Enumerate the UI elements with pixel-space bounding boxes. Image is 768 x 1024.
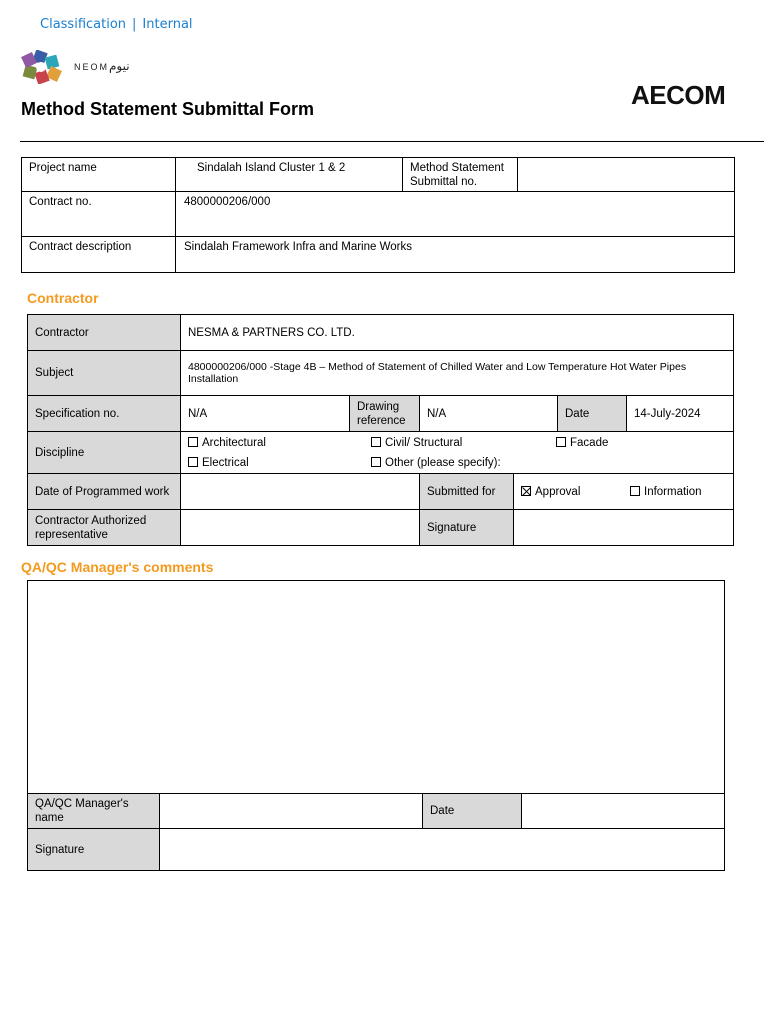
contract-no-label: Contract no. xyxy=(21,191,176,237)
contractor-section-heading: Contractor xyxy=(27,290,99,306)
contractor-signature-value[interactable] xyxy=(513,509,734,546)
qaqc-manager-name-label: QA/QC Manager's name xyxy=(27,793,160,829)
project-name-label: Project name xyxy=(21,157,176,192)
qaqc-date-value[interactable] xyxy=(521,793,725,829)
submitted-for-label: Submitted for xyxy=(419,473,514,510)
contractor-signature-label: Signature xyxy=(419,509,514,546)
contractor-value[interactable]: NESMA & PARTNERS CO. LTD. xyxy=(180,314,734,351)
specification-label: Specification no. xyxy=(27,395,181,432)
title-divider xyxy=(20,141,764,142)
subject-label: Subject xyxy=(27,350,181,396)
specification-value[interactable]: N/A xyxy=(180,395,350,432)
qaqc-manager-name-value[interactable] xyxy=(159,793,423,829)
programmed-work-label: Date of Programmed work xyxy=(27,473,181,510)
submittal-no-label: Method Statement Submittal no. xyxy=(402,157,518,192)
submitted-for-option-label: Approval xyxy=(535,486,581,498)
contractor-label: Contractor xyxy=(27,314,181,351)
drawing-reference-value[interactable]: N/A xyxy=(419,395,558,432)
checkbox-icon[interactable] xyxy=(630,486,640,496)
discipline-label: Discipline xyxy=(27,431,181,474)
authorized-representative-value[interactable] xyxy=(180,509,420,546)
checkbox-icon[interactable] xyxy=(371,437,381,447)
contract-no-value[interactable]: 4800000206/000 xyxy=(175,191,735,237)
date-label: Date xyxy=(557,395,627,432)
discipline-options xyxy=(180,431,734,474)
checkbox-icon[interactable] xyxy=(188,457,198,467)
subject-value[interactable]: 4800000206/000 -Stage 4B – Method of Statement of Chilled Water and Low Temperature Hot Water Pipes Installation xyxy=(180,350,734,396)
checkbox-icon[interactable] xyxy=(556,437,566,447)
page-title: Method Statement Submittal Form xyxy=(21,99,315,119)
classification-label: Classification xyxy=(40,17,127,32)
discipline-option-label: Architectural xyxy=(202,437,266,449)
checkbox-icon[interactable] xyxy=(188,437,198,447)
contract-description-value[interactable]: Sindalah Framework Infra and Marine Works xyxy=(175,236,735,273)
contract-description-label: Contract description xyxy=(21,236,176,273)
qaqc-section-heading: QA/QC Manager's comments xyxy=(21,559,214,575)
neom-logo-icon xyxy=(20,50,64,84)
discipline-option-facade[interactable] xyxy=(556,436,608,450)
discipline-option-label: Electrical xyxy=(202,457,249,469)
discipline-option-architectural[interactable] xyxy=(188,436,266,450)
date-value[interactable]: 14-July-2024 xyxy=(626,395,734,432)
project-name-value[interactable]: Sindalah Island Cluster 1 & 2 xyxy=(175,157,403,192)
submitted-for-option-label: Information xyxy=(644,486,702,498)
programmed-work-value[interactable] xyxy=(180,473,420,510)
submitted-for-information[interactable] xyxy=(630,485,702,499)
submitted-for-approval[interactable] xyxy=(521,485,580,499)
drawing-reference-label: Drawing reference xyxy=(349,395,420,432)
discipline-option-electrical[interactable] xyxy=(188,456,249,470)
neom-arabic-wordmark: نيوم xyxy=(109,59,130,73)
authorized-representative-label: Contractor Authorized representative xyxy=(27,509,181,546)
discipline-option-civil-structural[interactable] xyxy=(371,436,462,450)
discipline-option-label: Civil/ Structural xyxy=(385,437,463,449)
discipline-option-other[interactable] xyxy=(371,456,501,470)
discipline-option-label: Facade xyxy=(570,437,609,449)
submitted-for-options xyxy=(513,473,734,510)
qaqc-comments-box[interactable] xyxy=(27,580,725,794)
classification-value: Internal xyxy=(142,17,193,32)
neom-wordmark: NEOM xyxy=(74,62,109,72)
qaqc-signature-label: Signature xyxy=(27,828,160,871)
checked-checkbox-icon[interactable] xyxy=(521,486,531,496)
classification-banner: Classification | Internal xyxy=(40,17,193,32)
checkbox-icon[interactable] xyxy=(371,457,381,467)
submittal-no-value[interactable] xyxy=(517,157,735,192)
qaqc-signature-value[interactable] xyxy=(159,828,725,871)
qaqc-date-label: Date xyxy=(422,793,522,829)
discipline-option-label: Other (please specify): xyxy=(385,457,501,469)
aecom-logo: AECOM xyxy=(631,80,726,110)
